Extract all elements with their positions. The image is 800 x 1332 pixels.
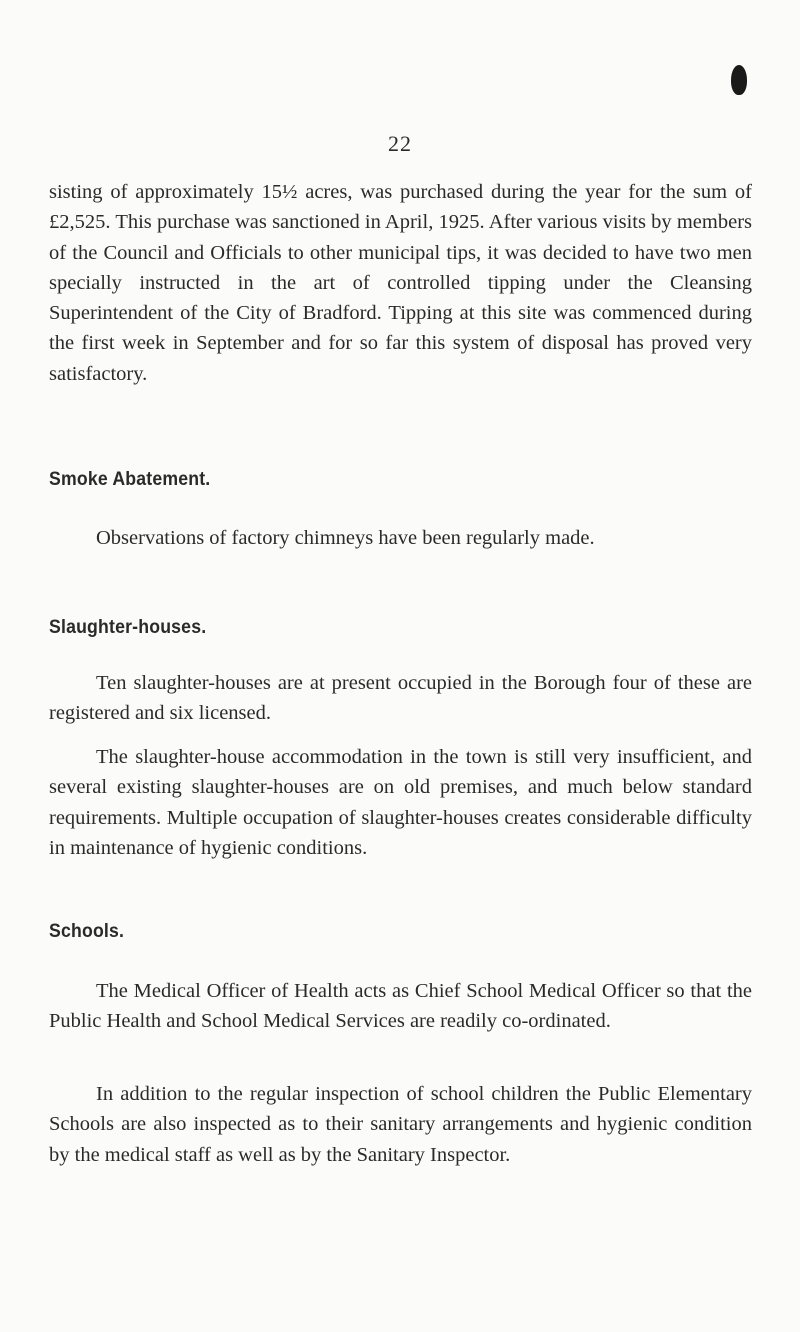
smoke-abatement-heading: Smoke Abatement. — [49, 469, 211, 490]
ink-blot-mark — [731, 65, 747, 95]
slaughter-houses-paragraph-2: The slaughter-house accommodation in the town is still very insufficient, and several existing slaughter-houses are on old premises, and much below standard requirements. Multiple occupation of slaughter-houses creates considerable difficulty in maintenance of hygienic conditions. — [49, 746, 752, 859]
slaughter-houses-heading: Slaughter-houses. — [49, 617, 207, 638]
smoke-abatement-paragraph: Observations of factory chimneys have been regularly made. — [96, 527, 595, 549]
slaughter-houses-paragraph-1: Ten slaughter-houses are at present occupied in the Borough four of these are registered and six licensed. — [49, 672, 752, 725]
schools-paragraph-1: The Medical Officer of Health acts as Chief School Medical Officer so that the Public Health and School Medical Services are readily co-ordinated. — [49, 980, 752, 1033]
intro-paragraph: sisting of approximately 15½ acres, was purchased during the year for the sum of £2,525. This purchase was sanctioned in April, 1925. After various visits by members of the Council and Officials to other municipal tips, it was decided to have two men specially instructed in the art of controlled tipping under the Cleansing Superintendent of the City of Bradford. Tipping at this site was commenced during the first week in September and for so far this system of disposal has proved very satisfactory. — [49, 181, 752, 385]
page-number: 22 — [388, 131, 412, 156]
schools-heading: Schools. — [49, 921, 125, 942]
schools-paragraph-2: In addition to the regular inspection of school children the Public Elementary Schools are also inspected as to their sanitary arrangements and hygienic condition by the medical staff as well as by the Sanitary Inspector. — [49, 1083, 752, 1166]
